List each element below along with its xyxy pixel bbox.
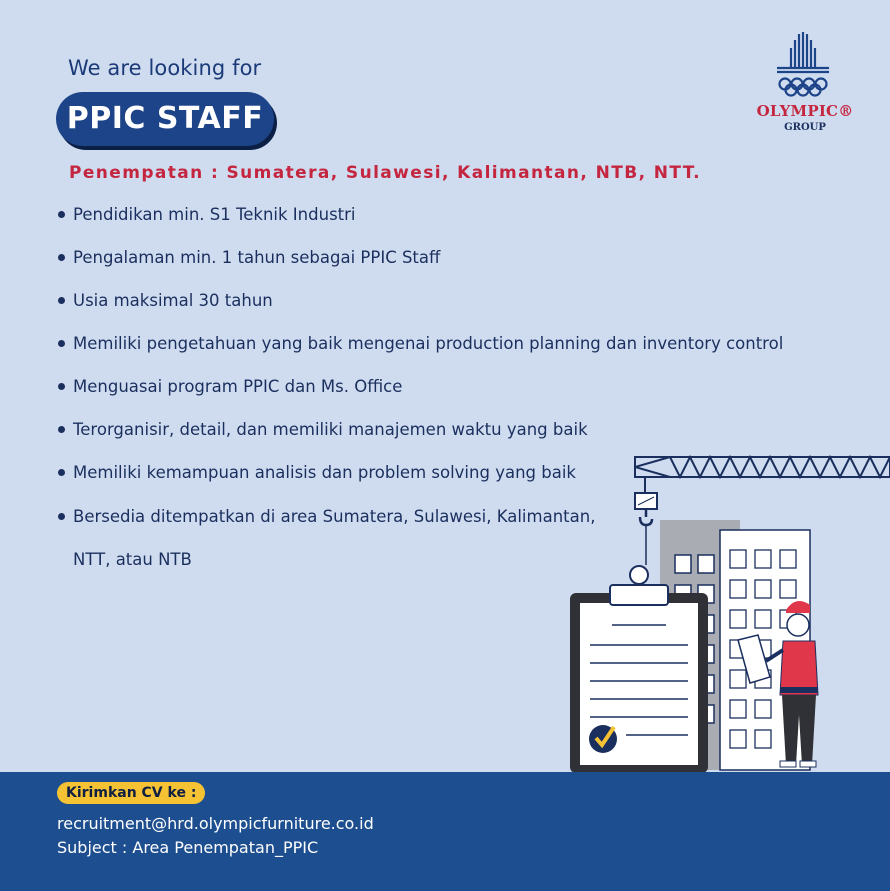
requirement-text: Pengalaman min. 1 tahun sebagai PPIC Staff: [73, 248, 441, 267]
position-title-badge: PPIC STAFF: [56, 92, 274, 146]
bullet-icon: [58, 211, 65, 218]
list-item: [56, 288, 856, 331]
requirement-text: Memiliki kemampuan analisis dan problem solving yang baik: [73, 463, 576, 482]
requirement-text: Terorganisir, detail, dan memiliki manajemen waktu yang baik: [73, 420, 588, 439]
bullet-icon: [58, 513, 65, 520]
bullet-icon: [58, 340, 65, 347]
list-item: [56, 331, 856, 374]
logo-group-text: GROUP: [784, 122, 826, 133]
requirement-text: Menguasai program PPIC dan Ms. Office: [73, 377, 403, 396]
logo-mark-icon: [755, 30, 855, 100]
email-subject-text: Subject : Area Penempatan_PPIC: [57, 838, 319, 857]
bullet-icon: [58, 426, 65, 433]
requirement-text: Usia maksimal 30 tahun: [73, 291, 273, 310]
bullet-icon: [58, 254, 65, 261]
requirement-text: Memiliki pengetahuan yang baik mengenai production planning dan inventory control: [73, 334, 784, 353]
requirement-text: Bersedia ditempatkan di area Sumatera, Sulawesi, Kalimantan, NTT, atau NTB: [73, 507, 596, 569]
send-cv-label: Kirimkan CV ke :: [57, 782, 205, 804]
list-item: [56, 417, 856, 460]
list-item: [56, 245, 856, 288]
logo-brand-text: OLYMPIC®: [756, 102, 854, 120]
clipboard-icon: [570, 566, 708, 773]
bullet-icon: [58, 383, 65, 390]
contact-email[interactable]: recruitment@hrd.olympicfurniture.co.id: [57, 814, 374, 833]
eyebrow-text: We are looking for: [68, 56, 262, 80]
construction-illustration: [530, 455, 890, 775]
requirement-text: Pendidikan min. S1 Teknik Industri: [73, 205, 356, 224]
list-item: [56, 374, 856, 417]
bullet-icon: [58, 297, 65, 304]
placement-text: Penempatan : Sumatera, Sulawesi, Kalimantan, NTB, NTT.: [69, 163, 702, 183]
list-item: [56, 202, 856, 245]
olympic-group-logo: [755, 30, 855, 140]
bullet-icon: [58, 469, 65, 476]
